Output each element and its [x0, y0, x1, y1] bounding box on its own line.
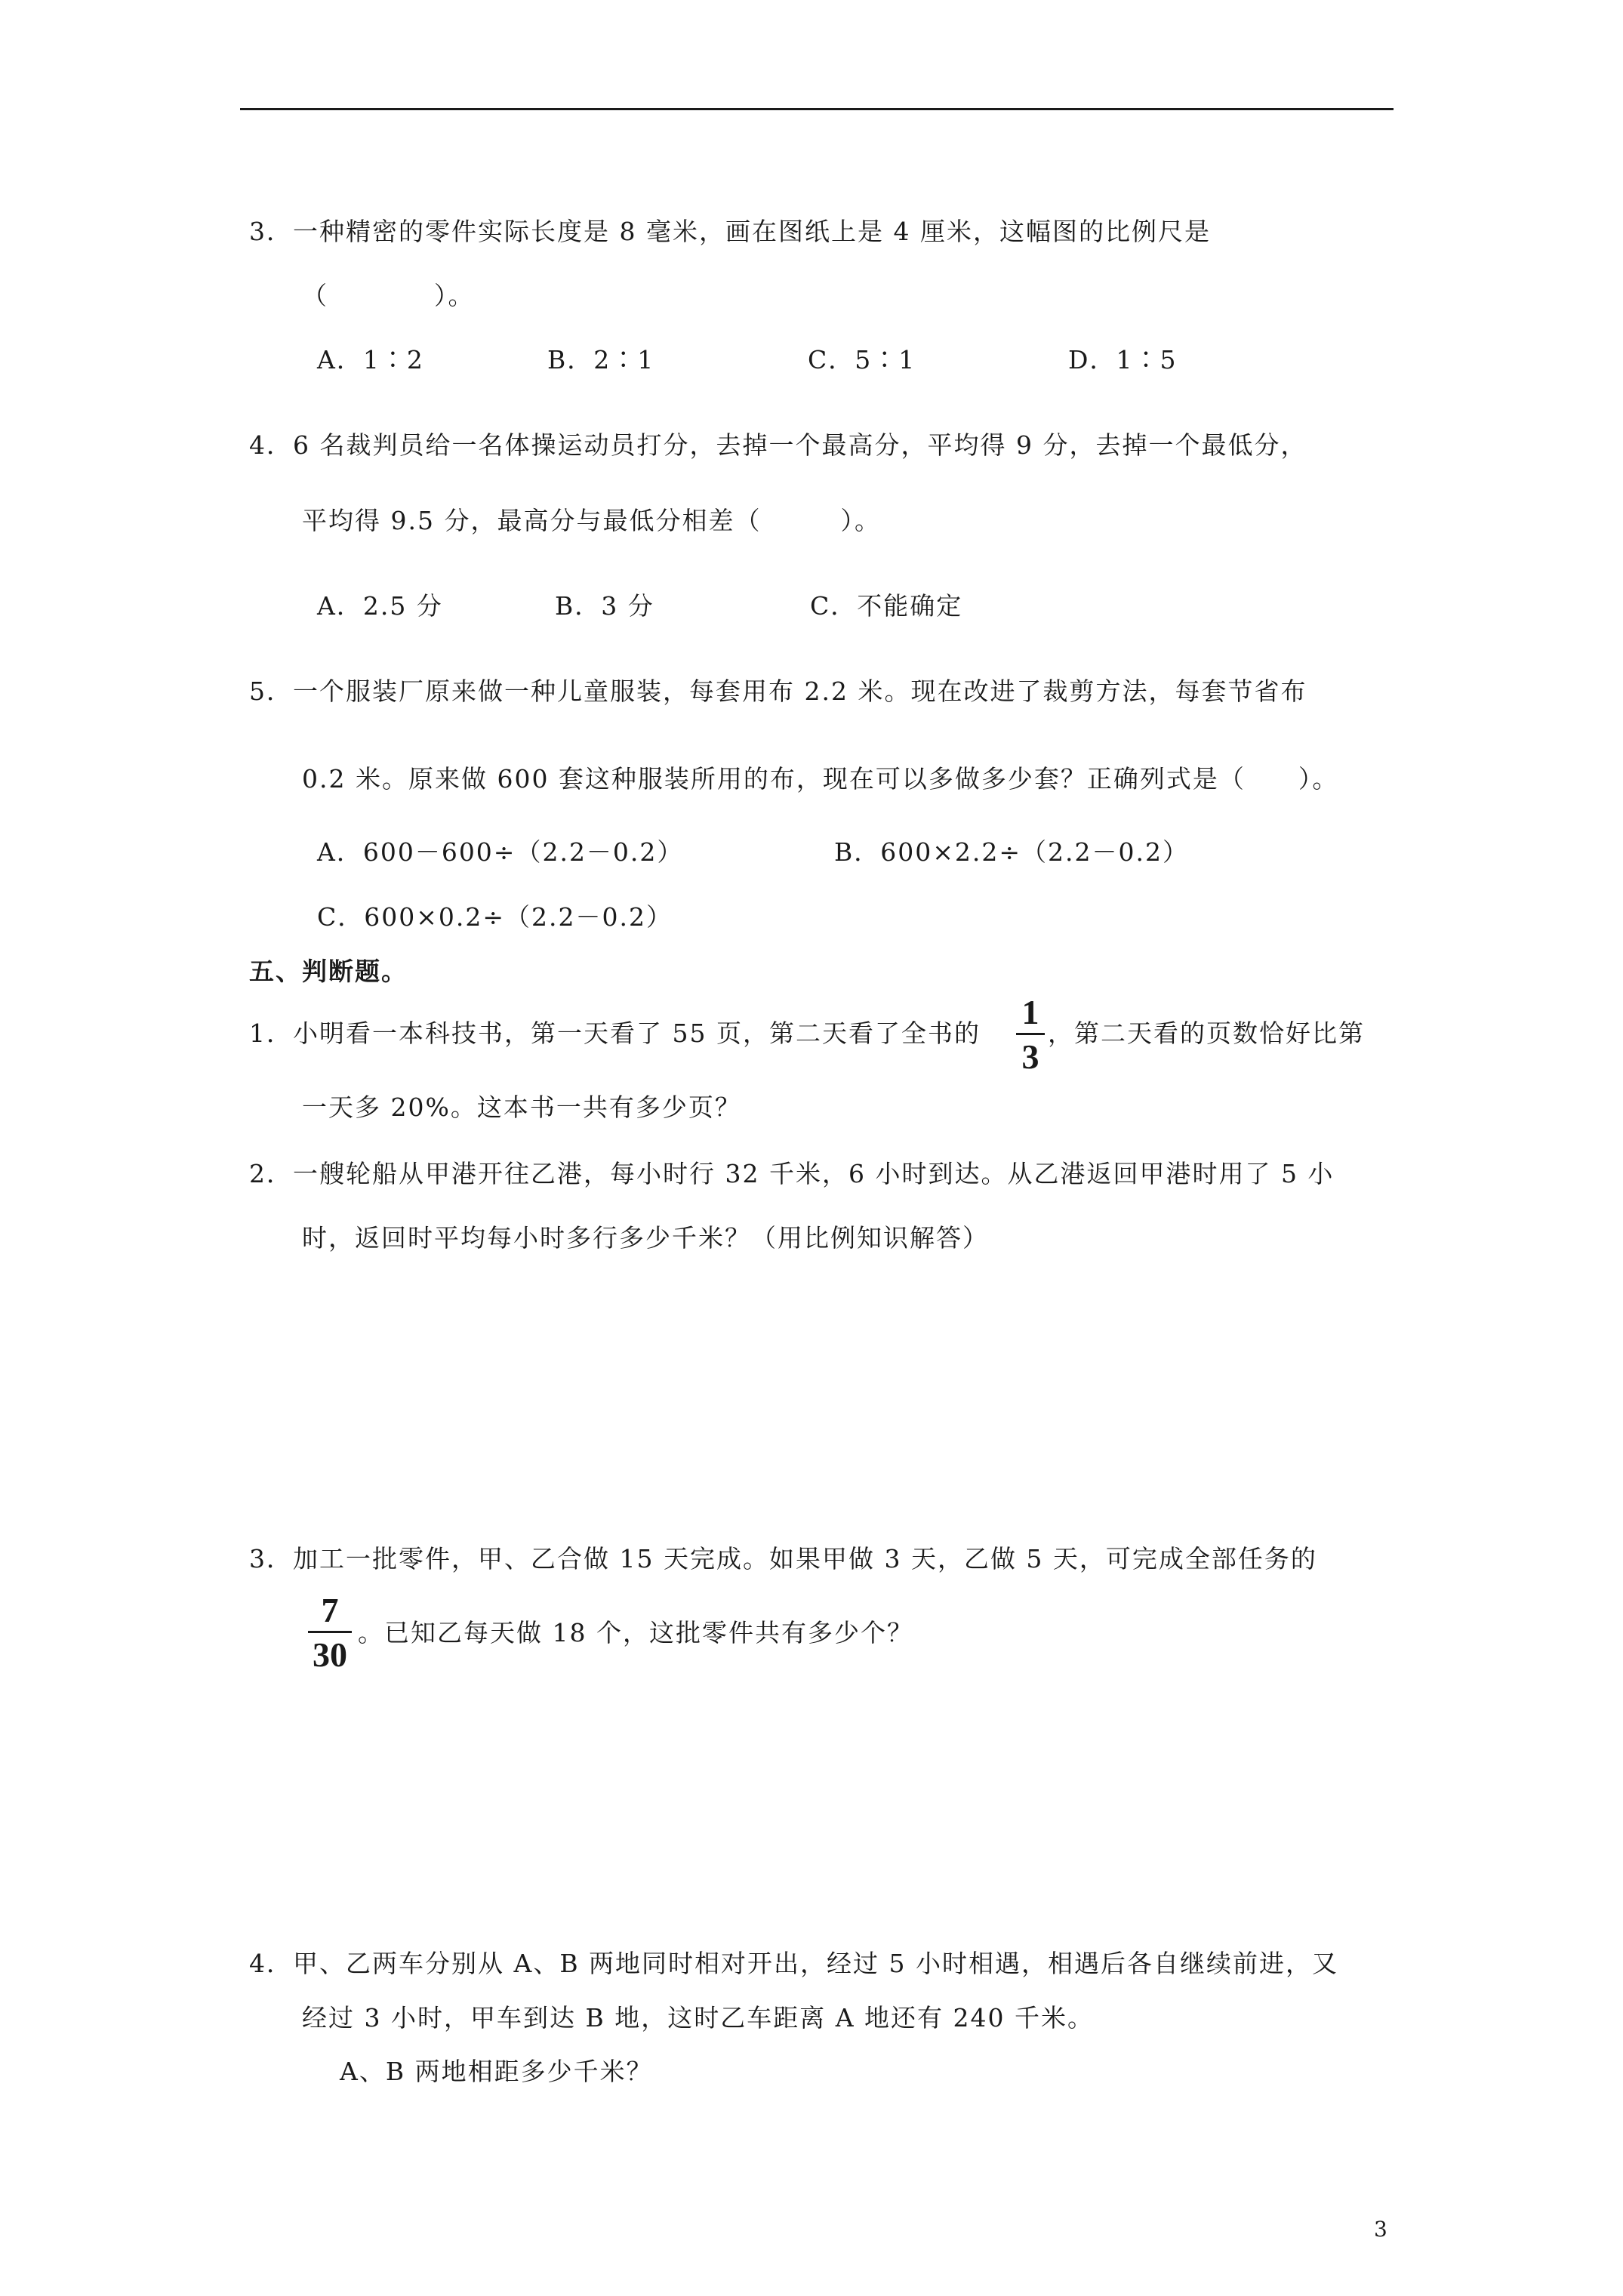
q4-option-a: A．2.5 分 — [317, 591, 443, 621]
p4-text-line3: A、B 两地相距多少千米？ — [340, 2057, 653, 2086]
header-rule — [240, 108, 1394, 110]
p2-text-line1: 2．一艘轮船从甲港开往乙港，每小时行 32 千米，6 小时到达。从乙港返回甲港时用了 5 小 — [249, 1159, 1335, 1188]
fraction-denominator: 30 — [313, 1635, 347, 1674]
q5-option-b: B．600×2.2÷（2.2－0.2） — [834, 837, 1189, 867]
q4-option-c: C．不能确定 — [810, 591, 963, 621]
fraction-numerator: 1 — [1021, 993, 1039, 1031]
p3-fraction — [308, 1593, 352, 1672]
q4-text-line2: 平均得 9.5 分，最高分与最低分相差（ ）。 — [302, 506, 881, 535]
fraction-bar — [1016, 1033, 1045, 1035]
p1-text-line1-before: 1．小明看一本科技书，第一天看了 55 页，第二天看了全书的 — [249, 1019, 981, 1048]
q3-option-c: C．5∶1 — [808, 345, 916, 374]
p4-text-line1: 4．甲、乙两车分别从 A、B 两地同时相对开出，经过 5 小时相遇，相遇后各自继续前进，又 — [249, 1949, 1339, 1978]
q5-text-line2: 0.2 米。原来做 600 套这种服装所用的布，现在可以多做多少套？正确列式是（ ）。 — [302, 764, 1339, 794]
q3-option-d: D．1∶5 — [1068, 345, 1178, 374]
fraction-denominator: 3 — [1021, 1037, 1039, 1076]
p1-text-line1-after: ，第二天看的页数恰好比第 — [1048, 1019, 1365, 1048]
q5-text-line1: 5．一个服装厂原来做一种儿童服装，每套用布 2.2 米。现在改进了裁剪方法，每套节省布 — [249, 676, 1307, 706]
q4-text-line1: 4．6 名裁判员给一名体操运动员打分，去掉一个最高分，平均得 9 分，去掉一个最低分， — [249, 430, 1307, 460]
p3-text-line2: 。已知乙每天做 18 个，这批零件共有多少个？ — [358, 1618, 913, 1647]
q4-option-b: B．3 分 — [555, 591, 654, 621]
q3-option-b: B．2∶1 — [547, 345, 655, 374]
q5-option-c: C．600×0.2÷（2.2－0.2） — [317, 902, 673, 932]
q3-text-line1: 3．一种精密的零件实际长度是 8 毫米，画在图纸上是 4 厘米，这幅图的比例尺是 — [249, 217, 1211, 246]
section-title: 五、判断题。 — [249, 957, 408, 986]
p1-text-line2: 一天多 20%。这本书一共有多少页？ — [302, 1093, 741, 1122]
q5-option-a: A．600－600÷（2.2－0.2） — [317, 837, 684, 867]
fraction-bar — [308, 1631, 352, 1633]
p1-fraction — [1016, 995, 1045, 1074]
fraction-numerator: 7 — [321, 1591, 339, 1629]
p3-text-line1: 3．加工一批零件，甲、乙合做 15 天完成。如果甲做 3 天，乙做 5 天，可完成全部任务的 — [249, 1544, 1317, 1573]
page-number: 3 — [1374, 2217, 1387, 2242]
p2-text-line2: 时，返回时平均每小时多行多少千米？（用比例知识解答） — [302, 1223, 989, 1253]
p4-text-line2: 经过 3 小时，甲车到达 B 地，这时乙车距离 A 地还有 240 千米。 — [302, 2003, 1094, 2032]
q3-option-a: A．1∶2 — [317, 345, 424, 374]
q3-text-line2: （ ）。 — [302, 281, 475, 310]
